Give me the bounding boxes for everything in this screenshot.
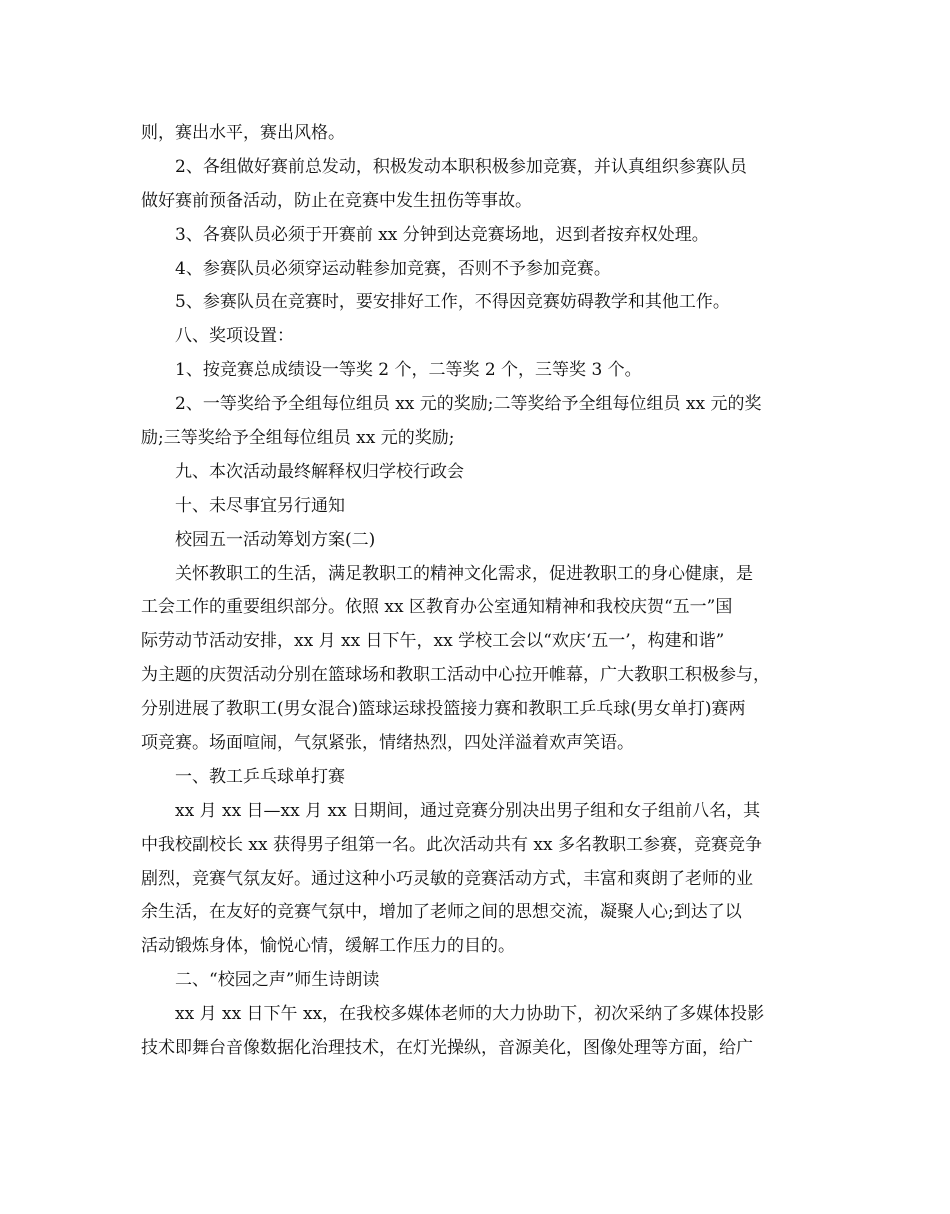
paragraph-line: 2、各组做好赛前总发动，积极发动本职积极参加竞赛，并认真组织参赛队员 <box>175 156 747 177</box>
paragraph-line: 十、未尽事宜另行通知 <box>175 495 345 516</box>
paragraph-line: 活动锻炼身体，愉悦心情，缓解工作压力的目的。 <box>141 936 515 957</box>
paragraph-line: 3、各赛队员必须于开赛前 xx 分钟到达竞赛场地，迟到者按弃权处理。 <box>175 224 709 245</box>
paragraph-line: 八、奖项设置： <box>175 326 294 347</box>
paragraph-line: 关怀教职工的生活，满足教职工的精神文化需求，促进教职工的身心健康，是 <box>175 563 753 584</box>
paragraph-line: 校园五一活动筹划方案(二) <box>175 529 376 550</box>
paragraph-line: 则，赛出水平，赛出风格。 <box>141 123 345 143</box>
paragraph-line: 5、参赛队员在竞赛时，要安排好工作，不得因竞赛妨碍教学和其他工作。 <box>175 292 730 313</box>
paragraph-line: 2、一等奖给予全组每位组员 xx 元的奖励;二等奖给予全组每位组员 xx 元的奖 <box>175 394 762 415</box>
paragraph-line: 一、教工乒乓球单打赛 <box>175 766 345 787</box>
paragraph-line: 为主题的庆贺活动分别在篮球场和教职工活动中心拉开帷幕，广大教职工积极参与， <box>141 665 770 686</box>
paragraph-line: 4、参赛队员必须穿运动鞋参加竞赛，否则不予参加竞赛。 <box>175 258 611 279</box>
paragraph-line: 二、“校园之声”师生诗朗读 <box>175 970 380 991</box>
paragraph-line: 中我校副校长 xx 获得男子组第一名。此次活动共有 xx 多名教职工参赛，竞赛竞争 <box>141 834 762 855</box>
paragraph-line: 分别进展了教职工(男女混合)篮球运球投篮接力赛和教职工乒乓球(男女单打)赛两 <box>141 699 746 720</box>
paragraph-line: xx 月 xx 日下午 xx，在我校多媒体老师的大力协助下，初次采纳了多媒体投影 <box>175 1004 765 1025</box>
paragraph-line: 技术即舞台音像数据化治理技术，在灯光操纵，音源美化，图像处理等方面，给广 <box>141 1038 753 1059</box>
paragraph-line: 励;三等奖给予全组每位组员 xx 元的奖励; <box>141 428 455 449</box>
paragraph-line: 工会工作的重要组织部分。依照 xx 区教育办公室通知精神和我校庆贺“五一”国 <box>141 597 733 618</box>
paragraph-line: 项竞赛。场面喧闹，气氛紧张，情绪热烈，四处洋溢着欢声笑语。 <box>141 733 634 754</box>
paragraph-line: 余生活，在友好的竞赛气氛中，增加了老师之间的思想交流，凝聚人心;到达了以 <box>141 902 742 923</box>
paragraph-line: 做好赛前预备活动，防止在竞赛中发生扭伤等事故。 <box>141 190 532 211</box>
paragraph-line: 剧烈，竞赛气氛友好。通过这种小巧灵敏的竞赛活动方式，丰富和爽朗了老师的业 <box>141 868 753 889</box>
paragraph-line: xx 月 xx 日—xx 月 xx 日期间，通过竞赛分别决出男子组和女子组前八名，其 <box>175 800 761 821</box>
paragraph-line: 九、本次活动最终解释权归学校行政会 <box>175 461 464 482</box>
document-body <box>141 117 811 1066</box>
paragraph-line: 际劳动节活动安排，xx 月 xx 日下午，xx 学校工会以“欢庆‘五一’，构建和谐” <box>141 631 725 652</box>
paragraph-line: 1、按竞赛总成绩设一等奖 2 个，二等奖 2 个，三等奖 3 个。 <box>175 360 642 381</box>
